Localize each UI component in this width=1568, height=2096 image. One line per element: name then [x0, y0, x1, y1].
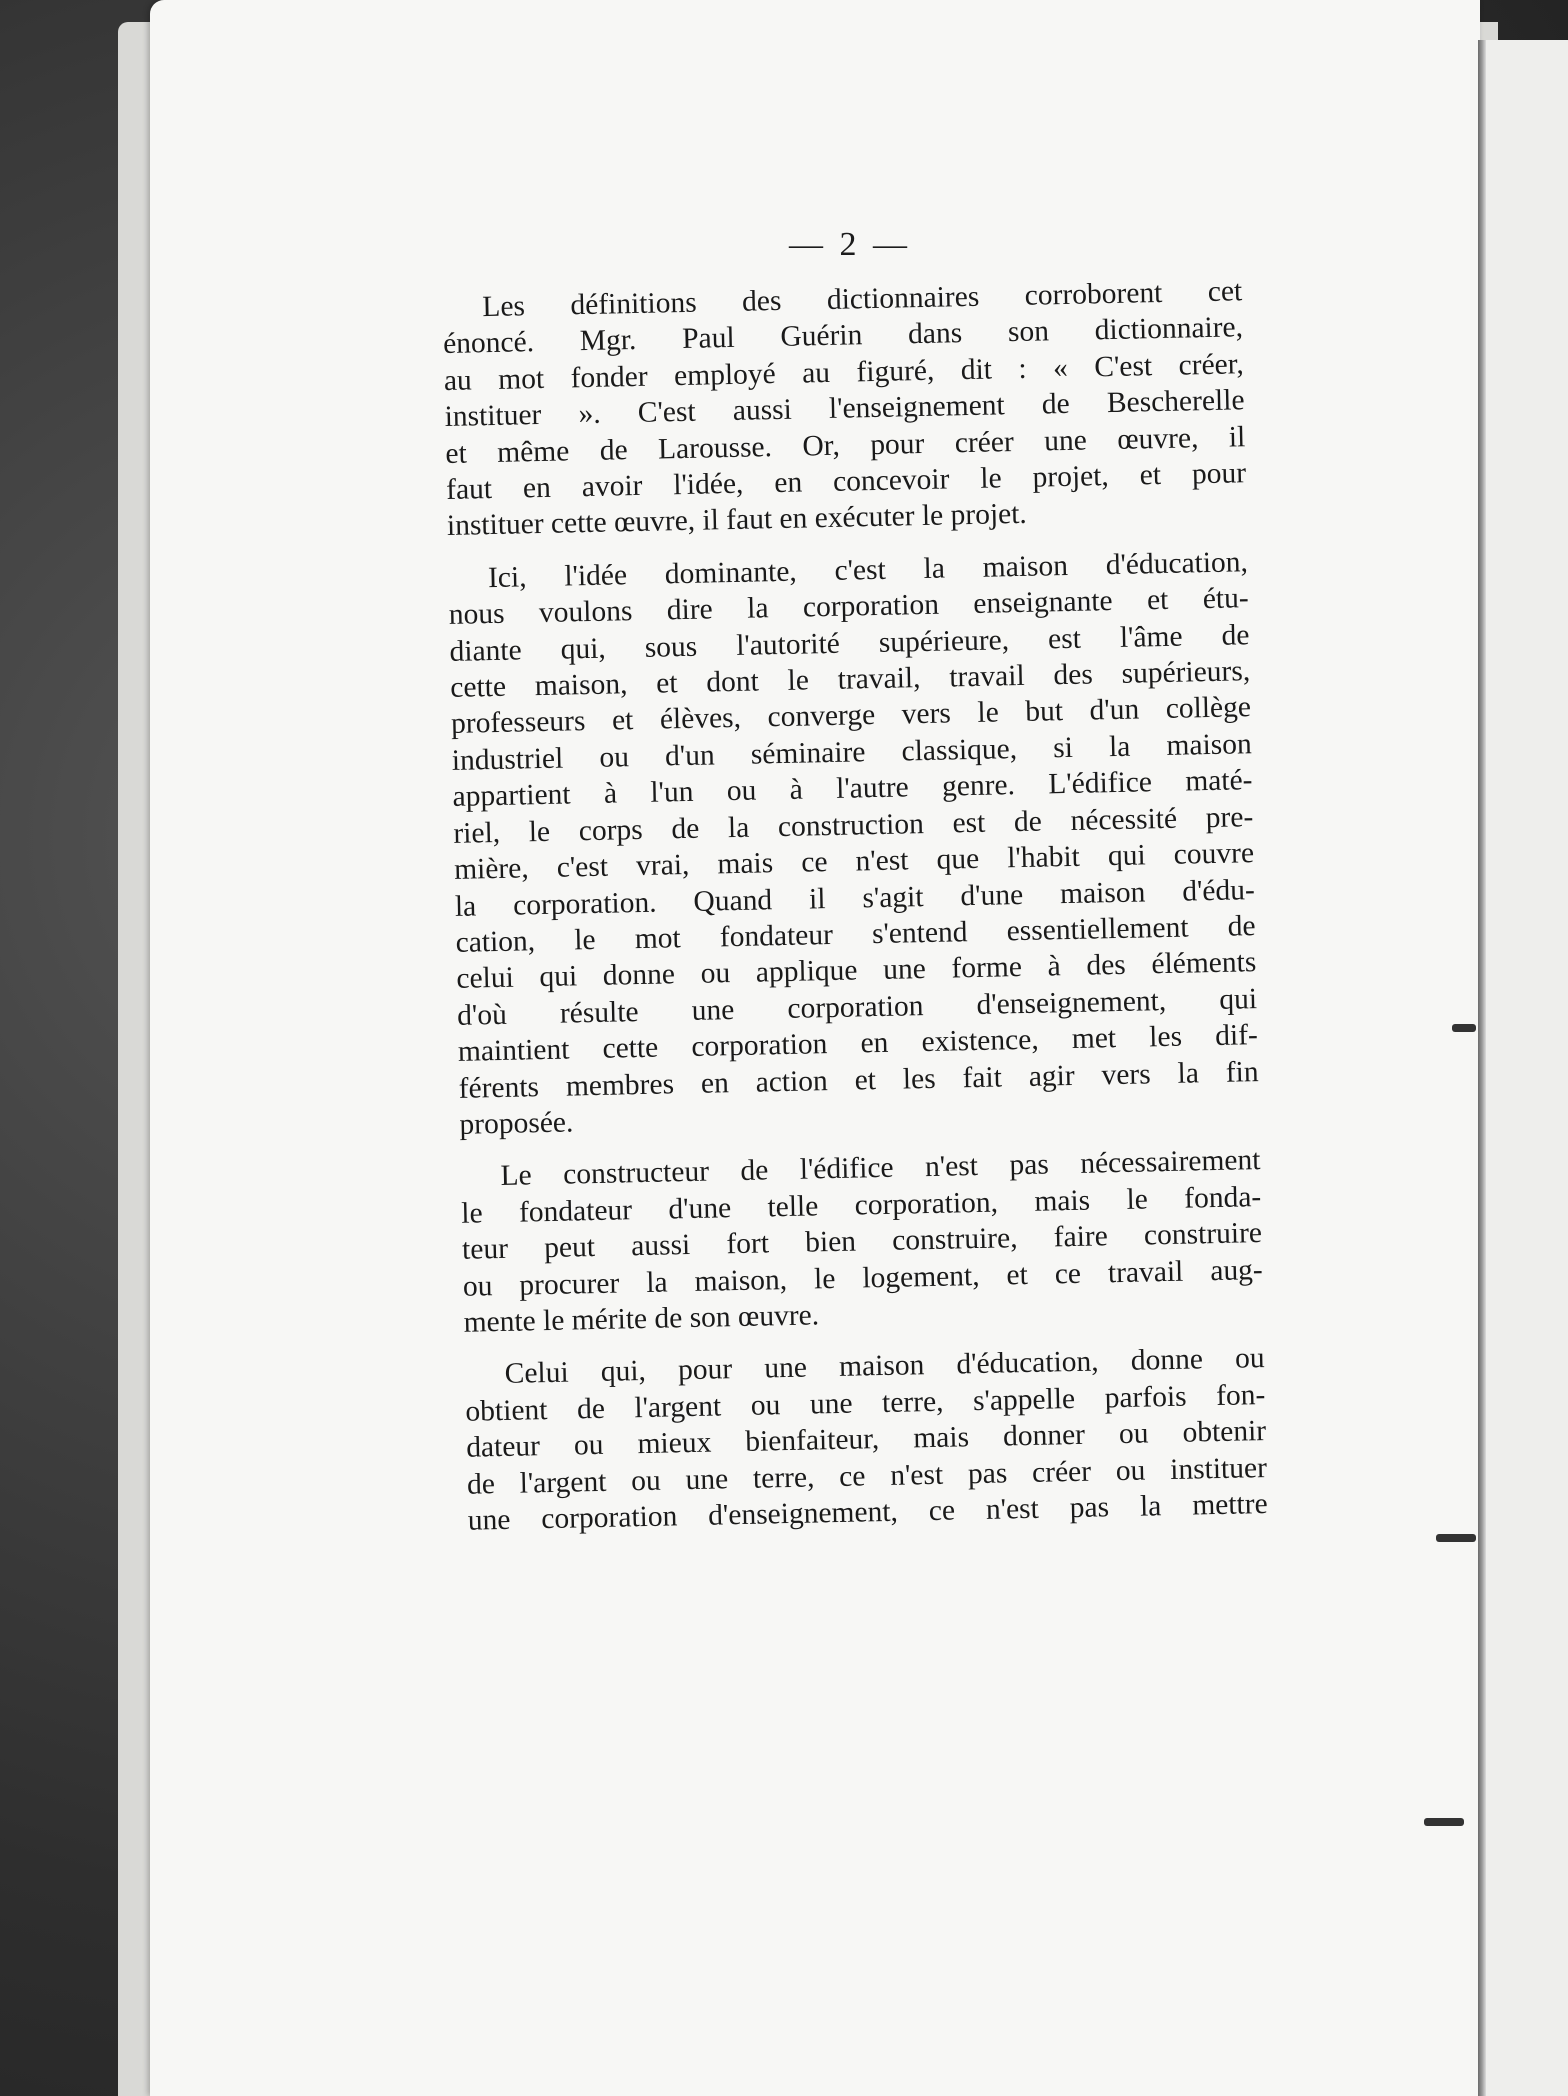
text-line: énoncé. Mgr. Paul Guérin dans son dictionnaire,: [442, 311, 1244, 361]
text-line: férents membres en action et les fait agir vers la fin: [458, 1055, 1259, 1105]
text-line: Le constructeur de l'édifice n'est pas nécessairement: [500, 1144, 1261, 1193]
text-line: professeurs et élèves, converge vers le but d'un collège: [450, 691, 1252, 741]
body-text: [442, 273, 1268, 1555]
paragraph: [460, 1142, 1264, 1341]
text-line: Ici, l'idée dominante, c'est la maison d'éducation,: [487, 546, 1249, 594]
text-line: instituer ». C'est aussi l'enseignement de Bescherelle: [444, 384, 1245, 434]
text-line: faut en avoir l'idée, en concevoir le projet, et pour: [445, 457, 1247, 506]
binding-mark: [1452, 1024, 1476, 1032]
binding-mark: [1424, 1818, 1464, 1826]
text-line: obtient de l'argent ou une terre, s'appelle parfois fon-: [465, 1378, 1266, 1428]
text-line: riel, le corps de la construction est de nécessité pre-: [453, 800, 1254, 850]
text-line: Celui qui, pour une maison d'éducation, donne ou: [504, 1342, 1265, 1391]
paragraph: [448, 544, 1260, 1143]
text-line: nous voulons dire la corporation enseignante et étu-: [448, 582, 1249, 632]
text-line: proposée.: [459, 1106, 574, 1141]
text-line: et même de Larousse. Or, pour créer une œuvre, il: [445, 420, 1246, 470]
text-line: de l'argent ou une terre, ce n'est pas créer ou instituer: [466, 1451, 1268, 1501]
text-line: dateur ou mieux bienfaiteur, mais donner ou obtenir: [465, 1415, 1267, 1464]
text-line: une corporation d'enseignement, ce n'est pas la mettre: [467, 1487, 1268, 1537]
text-line: diante qui, sous l'autorité supérieure, est l'âme de: [449, 618, 1250, 668]
binding-mark: [1436, 1534, 1476, 1542]
text-line: Les définitions des dictionnaires corroborent cet: [482, 275, 1243, 324]
paragraph: [464, 1340, 1268, 1539]
paragraph: [442, 273, 1247, 545]
text-line: teur peut aussi fort bien construire, faire construire: [461, 1217, 1263, 1266]
text-line: industriel ou d'un séminaire classique, si la maison: [451, 728, 1253, 777]
text-line: celui qui donne ou applique une forme à des éléments: [456, 946, 1257, 996]
page-number: — 2 —: [789, 226, 911, 263]
right-adjacent-page: [1486, 40, 1568, 2096]
page-edge: [1478, 40, 1486, 2096]
text-line: d'où résulte une corporation d'enseignement, qui: [456, 982, 1258, 1032]
text-line: maintient cette corporation en existence, met les dif-: [457, 1019, 1259, 1068]
text-line: cation, le mot fondateur s'entend essentiellement de: [455, 910, 1256, 959]
text-line: la corporation. Quand il s'agit d'une maison d'édu-: [454, 873, 1256, 923]
text-line: le fondateur d'une telle corporation, mais le fonda-: [461, 1180, 1262, 1230]
text-line: au mot fonder employé au figuré, dit : « C'est créer,: [443, 348, 1245, 397]
text-line: mente le mérite de son œuvre.: [463, 1299, 820, 1339]
text-line: appartient à l'un ou à l'autre genre. L'édifice maté-: [452, 764, 1253, 814]
text-line: ou procurer la maison, le logement, et ce travail aug-: [462, 1253, 1264, 1303]
text-line: mière, c'est vrai, mais ce n'est que l'habit qui couvre: [453, 837, 1255, 886]
text-line: instituer cette œuvre, il faut en exécuter le projet.: [446, 498, 1028, 543]
text-line: cette maison, et dont le travail, travail des supérieurs,: [450, 655, 1251, 704]
